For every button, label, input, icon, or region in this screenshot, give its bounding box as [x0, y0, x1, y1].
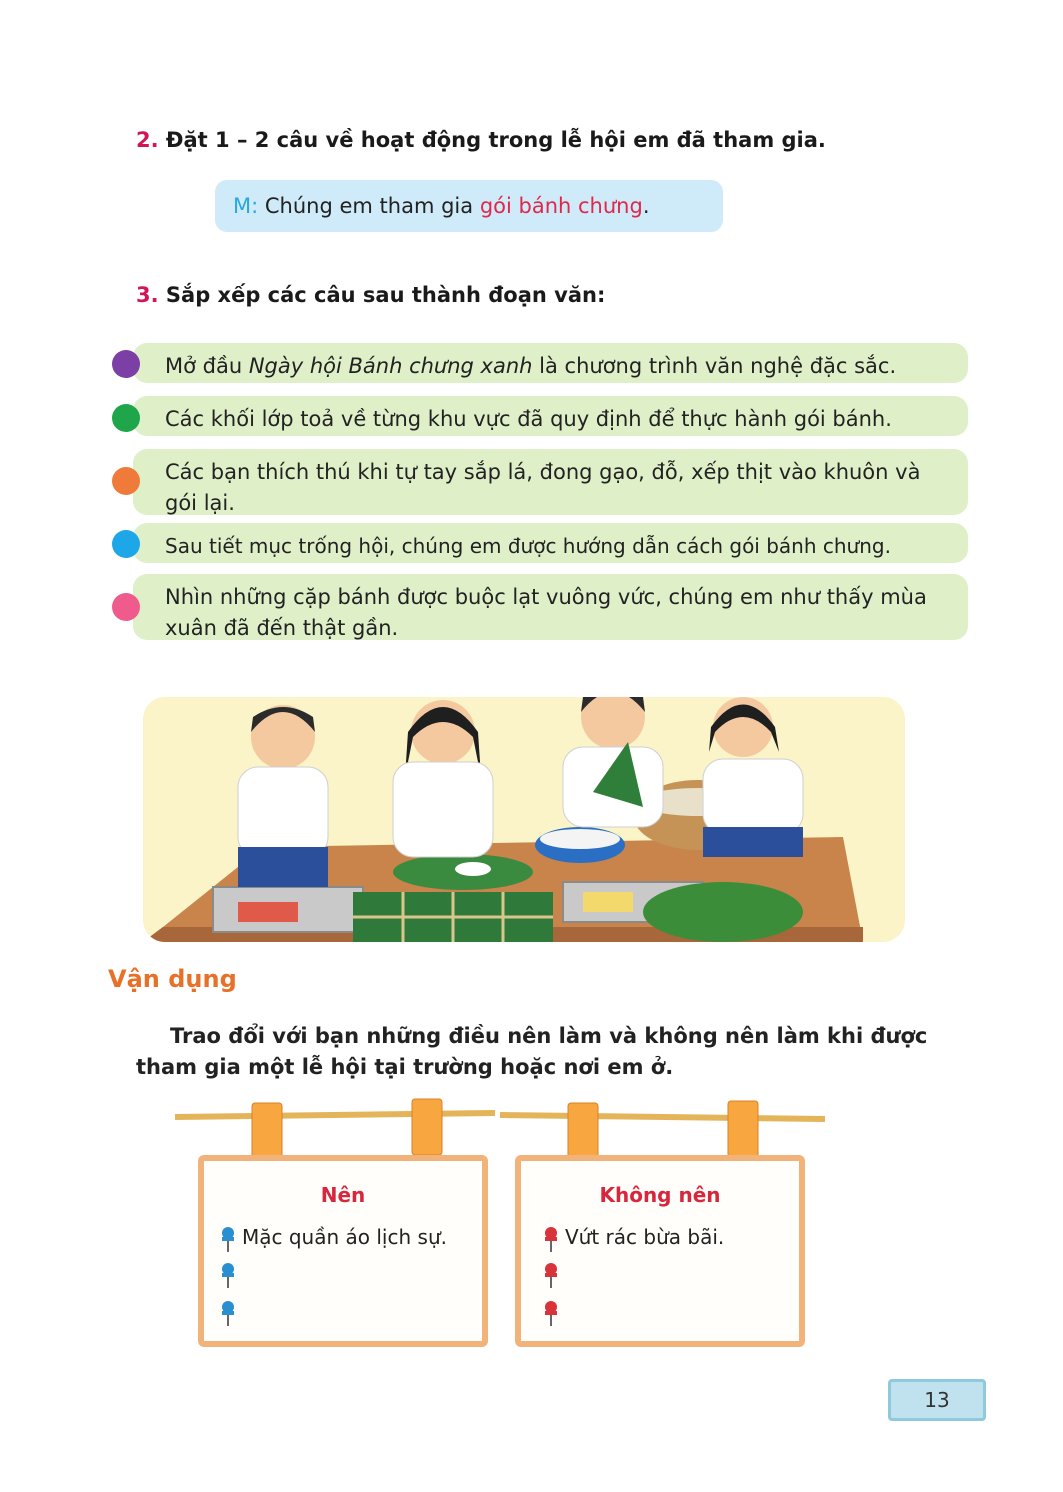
blue-pin-icon	[218, 1226, 238, 1252]
van-dung-instruction: Trao đổi với bạn những điều nên làm và không nên làm khi được tham gia một lễ hội tại trường hoặc nơi em ở.	[136, 1024, 928, 1079]
sentence-2-text: Các khối lớp toả về từng khu vực đã quy định để thực hành gói bánh.	[165, 407, 892, 431]
green-dot-icon	[112, 404, 140, 432]
nen-row-2[interactable]	[218, 1261, 242, 1288]
khong-row-1	[541, 1225, 724, 1252]
children-wrapping-cakes-illustration	[143, 697, 905, 942]
sentence-3-text: Các bạn thích thú khi tự tay sắp lá, đong gạo, đỗ, xếp thịt vào khuôn và gói lại.	[165, 460, 921, 515]
sentence-card-2	[133, 396, 968, 436]
red-pin-icon	[541, 1226, 561, 1252]
sentence-card-1	[133, 343, 968, 383]
sentence-1-text: Mở đầu	[165, 354, 249, 378]
section-title-van-dung: Vận dụng	[108, 965, 237, 993]
board-khong-nen-title: Không nên	[599, 1183, 721, 1207]
sentence-5-text: Nhìn những cặp bánh được buộc lạt vuông vức, chúng em như thấy mùa xuân đã đến thật gần.	[165, 585, 927, 640]
red-pin-icon	[541, 1300, 561, 1326]
exercise-3-number: 3.	[136, 283, 159, 307]
sentence-4-text: Sau tiết mục trống hội, chúng em được hướng dẫn cách gói bánh chưng.	[165, 534, 891, 558]
board-khong-nen	[515, 1155, 805, 1347]
page-number: 13	[888, 1379, 986, 1421]
sentence-1-italic: Ngày hội Bánh chưng xanh	[248, 354, 533, 378]
exercise-3-heading	[136, 283, 605, 307]
model-end: .	[642, 194, 650, 218]
sentence-1-text-end: là chương trình văn nghệ đặc sắc.	[532, 354, 897, 378]
model-prefix: M:	[233, 194, 259, 218]
illustration-making-banh-chung	[143, 697, 905, 942]
sentence-card-3	[133, 449, 968, 515]
purple-dot-icon	[112, 350, 140, 378]
exercise-2-heading	[136, 128, 826, 152]
nen-row-3[interactable]	[218, 1299, 242, 1326]
exercise-3-text: Sắp xếp các câu sau thành đoạn văn:	[165, 283, 606, 307]
khong-row-2[interactable]	[541, 1261, 565, 1288]
blue-pin-icon	[218, 1300, 238, 1326]
khong-row-3[interactable]	[541, 1299, 565, 1326]
model-answer-box	[215, 180, 723, 232]
blue-pin-icon	[218, 1262, 238, 1288]
sentence-card-5	[133, 574, 968, 640]
pink-dot-icon	[112, 593, 140, 621]
nen-row-1	[218, 1225, 447, 1252]
khong-item-1[interactable]: Vứt rác bừa bãi.	[565, 1225, 725, 1249]
board-nen-title: Nên	[320, 1183, 366, 1207]
orange-dot-icon	[112, 467, 140, 495]
exercise-2-text: Đặt 1 – 2 câu về hoạt động trong lễ hội em đã tham gia.	[165, 128, 826, 152]
board-nen	[198, 1155, 488, 1347]
blue-dot-icon	[112, 530, 140, 558]
nen-item-1[interactable]: Mặc quần áo lịch sự.	[242, 1225, 447, 1249]
model-text: Chúng em tham gia	[264, 194, 474, 218]
sentence-card-4	[133, 523, 968, 563]
exercise-2-number: 2.	[136, 128, 159, 152]
model-highlight: gói bánh chưng	[479, 194, 643, 218]
red-pin-icon	[541, 1262, 561, 1288]
